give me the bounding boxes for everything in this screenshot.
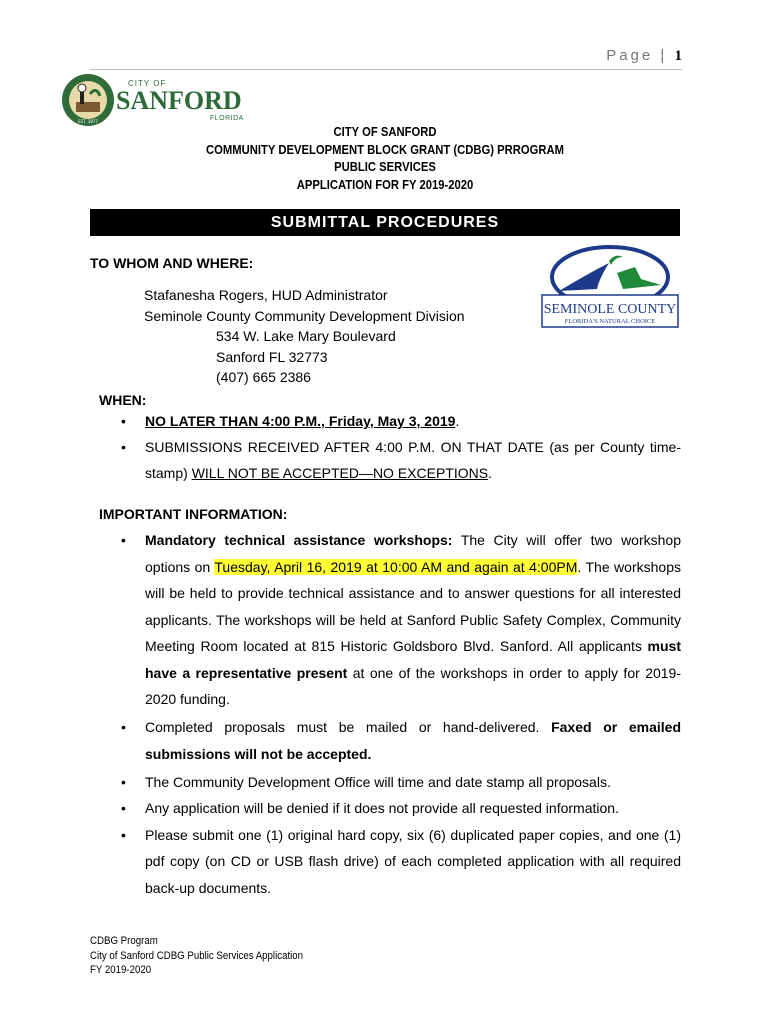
city-of-sanford-logo — [60, 72, 244, 128]
copies-item: • Please submit one (1) original hard copy, six (6) duplicated paper copies, and one (1) pdf copy (on CD or USB flash drive) of each completed application with all required back-up documents. — [99, 822, 681, 902]
sanford-wordmark: SANFORD — [116, 86, 242, 115]
workshop-dates-highlight: Tuesday, April 16, 2019 at 10:00 AM and again at 4:00PM — [214, 558, 578, 575]
recipient-address — [144, 285, 465, 388]
page-number-value: 1 — [674, 48, 682, 64]
svg-text:EST. 1877: EST. 1877 — [78, 119, 98, 124]
workshops-label: Mandatory technical assistance workshops: — [145, 532, 453, 548]
recipient-city: Sanford FL 32773 — [216, 348, 328, 365]
when-list — [99, 408, 681, 486]
deadline-text: NO LATER THAN 4:00 P.M., Friday, May 3, 2019 — [145, 413, 456, 429]
time-stamp-item: • The Community Development Office will time and date stamp all proposals. — [99, 769, 681, 796]
title-line-3: PUBLIC SERVICES — [334, 160, 436, 174]
page-footer — [90, 934, 303, 978]
seminole-county-wordmark: SEMINOLE COUNTY — [543, 302, 677, 317]
footer-line-1: CDBG Program — [90, 935, 158, 947]
city-of-label: CITY OF — [128, 79, 167, 88]
footer-line-2: City of Sanford CDBG Public Services Application — [90, 949, 304, 962]
no-fax-email-text: Faxed or emailed submissions will not be accepted. — [145, 719, 681, 762]
late-submission-item: • SUBMISSIONS RECEIVED AFTER 4:00 P.M. ON THAT DATE (as per County time-stamp) WILL NOT BE ACCEPTED—NO EXCEPTIONS. — [99, 434, 681, 486]
seminole-county-logo — [539, 243, 681, 331]
document-title — [120, 124, 651, 194]
recipient-street: 534 W. Lake Mary Boulevard — [216, 328, 396, 344]
not-accepted-text: WILL NOT BE ACCEPTED—NO EXCEPTIONS — [191, 465, 489, 481]
important-heading: IMPORTANT INFORMATION: — [99, 506, 288, 522]
recipient-division: Seminole County Community Development Division — [144, 307, 465, 324]
sanford-seal-icon — [62, 74, 114, 126]
important-list — [99, 527, 681, 901]
representative-required-text: must have a representative present — [145, 638, 681, 681]
title-line-2: COMMUNITY DEVELOPMENT BLOCK GRANT (CDBG) PRROGRAM — [206, 142, 564, 157]
header-divider — [90, 69, 682, 70]
denied-item: • Any application will be denied if it does not provide all requested information. — [99, 795, 681, 822]
page-label: Page — [606, 47, 654, 64]
section-banner: SUBMITTAL PROCEDURES — [90, 209, 680, 236]
deadline-item: • NO LATER THAN 4:00 P.M., Friday, May 3, 2019. — [99, 408, 681, 434]
workshops-item: • Mandatory technical assistance workshops: The City will offer two workshop options on Tuesday, April 16, 2019 at 10:00 AM and again at 4:00PM. The workshops will be held to provide technical assistance and to answer questions for all interested applicants. The workshops will be held at Sanford Public Safety Complex, Community Meeting Room located at 815 Historic Goldsboro Blvd. Sanford. All applicants must have a representative present at one of the workshops in order to apply for 2019-2020 funding. — [99, 527, 681, 713]
to-whom-heading: TO WHOM AND WHERE: — [90, 255, 254, 271]
footer-line-3: FY 2019-2020 — [90, 964, 152, 976]
when-heading: WHEN: — [99, 392, 147, 408]
seminole-tagline: FLORIDA'S NATURAL CHOICE — [564, 318, 656, 325]
delivery-item: • Completed proposals must be mailed or hand-delivered. Faxed or emailed submissions will not be accepted. — [99, 714, 681, 767]
recipient-phone: (407) 665 2386 — [216, 369, 311, 385]
title-line-1: CITY OF SANFORD — [333, 125, 437, 139]
florida-label: FLORIDA — [210, 115, 244, 122]
page-number: Page | 1 — [606, 47, 682, 64]
title-line-4: APPLICATION FOR FY 2019-2020 — [296, 177, 474, 192]
recipient-name: Stafanesha Rogers, HUD Administrator — [144, 287, 388, 303]
